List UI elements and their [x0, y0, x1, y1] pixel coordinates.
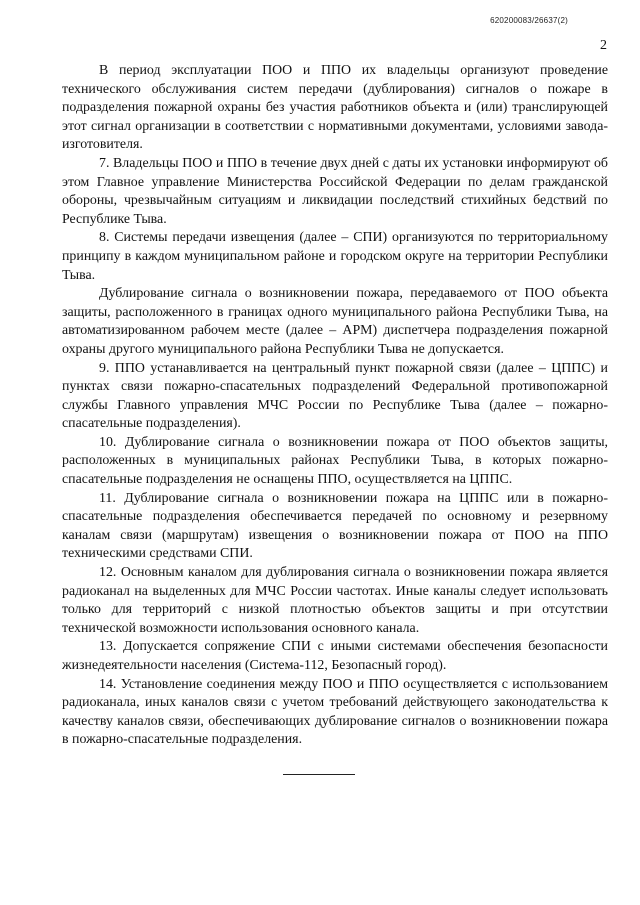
end-of-text-rule — [283, 774, 355, 775]
document-body — [62, 62, 608, 750]
paragraph-14: 14. Установление соединения между ПОО и ППО осуществляется с использованием радиоканала, иных каналов связи с учетом требований действующего законодательства к качеству каналов связи, обеспечивающих дублирование сигналов о возникновении пожара в пожарно-спасательные подразделения. — [62, 676, 608, 748]
paragraph-8-duplication: Дублирование сигнала о возникновении пожара, передаваемого от ПОО объекта защиты, расположенного в границах одного муниципального района Республики Тыва, на автоматизированном рабочем месте (далее – АРМ) диспетчера подразделения пожарной охраны другого муниципального района Республики Тыва не допускается. — [62, 286, 608, 357]
paragraph-8: 8. Системы передачи извещения (далее – СПИ) организуются по территориальному принципу в каждом муниципальном районе и городском округе на территории Республики Тыва. — [62, 230, 608, 283]
paragraph-11: 11. Дублирование сигнала о возникновении пожара на ЦППС или в пожарно-спасательные подразделения обеспечивается передачей по основному и резервному каналам связи (маршрутам) извещения о возникновении пожара от ПОО на ППО техническими средствами СПИ. — [62, 490, 608, 562]
document-id: 620200083/26637(2) — [490, 16, 568, 25]
page-number: 2 — [600, 38, 607, 53]
paragraph-12: 12. Основным каналом для дублирования сигнала о возникновении пожара является радиоканал на выделенных для МЧС России частотах. Иные каналы следует использовать только для территорий с низкой плотностью объектов защиты и при отсутствии технической возможности использования основного канала. — [62, 565, 608, 636]
paragraph-maintenance: В период эксплуатации ПОО и ППО их владельцы организуют проведение технического обслуживания систем передачи (дублирования) сигналов о пожаре в подразделения пожарной охраны без участия работников объекта и (или) транслирующей этот сигнал организации в соответствии с нормативными документами, условиями завода-изготовителя. — [62, 63, 608, 153]
paragraph-10: 10. Дублирование сигнала о возникновении пожара от ПОО объектов защиты, расположенных в муниципальных районах Республики Тыва, в которых пожарно-спасательные подразделения не оснащены ППО, осуществляется на ЦППС. — [62, 434, 608, 488]
paragraph-9: 9. ППО устанавливается на центральный пункт пожарной связи (далее – ЦППС) и пунктах связи пожарно-спасательных подразделений Федеральной противопожарной службы Главного управления МЧС России по Республике Тыва (далее – пожарно-спасательные подразделения). — [62, 360, 608, 432]
paragraph-7: 7. Владельцы ПОО и ППО в течение двух дней с даты их установки информируют об этом Главное управление Министерства Российской Федерации по делам гражданской обороны, чрезвычайным ситуациям и ликвидации последствий стихийных бедствий по Республике Тыва. — [62, 155, 608, 227]
paragraph-13: 13. Допускается сопряжение СПИ с иными системами обеспечения безопасности жизнедеятельности населения (Система-112, Безопасный город). — [62, 639, 608, 673]
